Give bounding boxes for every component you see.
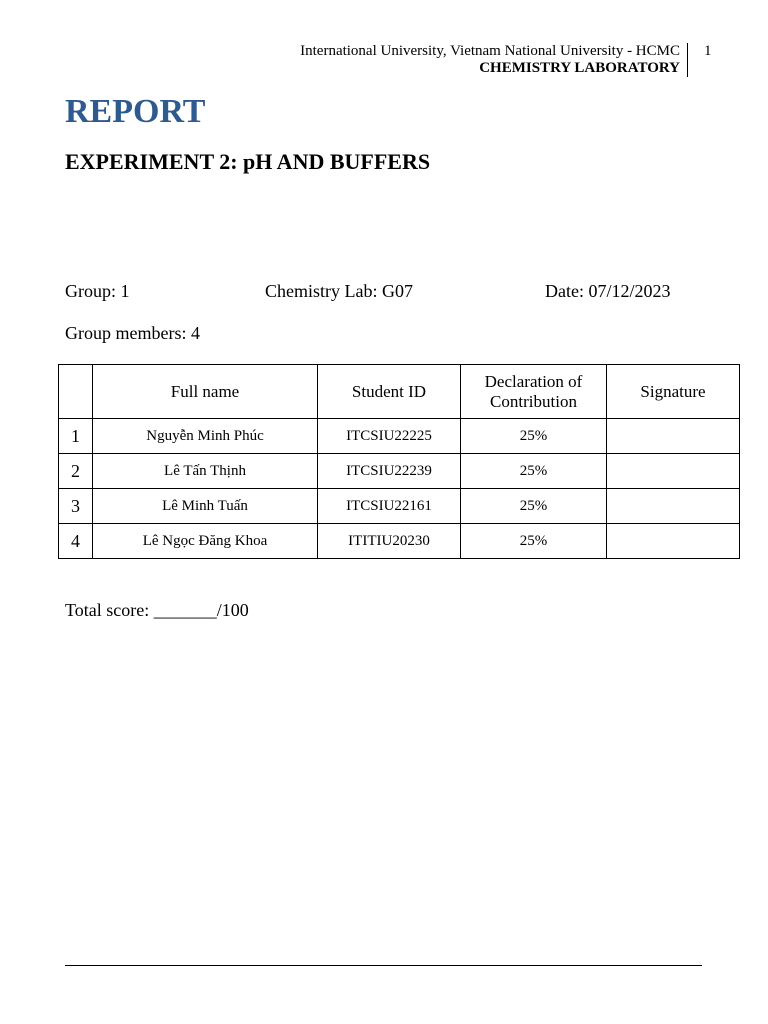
member-contribution: 25% xyxy=(461,524,607,559)
page-number: 1 xyxy=(704,43,712,59)
member-signature xyxy=(607,454,740,489)
member-signature xyxy=(607,524,740,559)
table-row xyxy=(59,419,740,454)
row-index: 3 xyxy=(59,489,93,524)
total-score: Total score: _______/100 xyxy=(65,600,249,620)
row-index: 4 xyxy=(59,524,93,559)
member-name: Lê Minh Tuấn xyxy=(93,489,318,524)
footer-divider xyxy=(65,965,702,966)
member-contribution: 25% xyxy=(461,454,607,489)
header-student-id: Student ID xyxy=(318,365,461,419)
member-student-id: ITITIU20230 xyxy=(318,524,461,559)
table-header-row xyxy=(59,365,740,419)
group-info: Group: 1 xyxy=(65,281,130,301)
header-full-name: Full name xyxy=(93,365,318,419)
experiment-title: EXPERIMENT 2: pH AND BUFFERS xyxy=(65,149,431,174)
member-signature xyxy=(607,489,740,524)
member-signature xyxy=(607,419,740,454)
header-index xyxy=(59,365,93,419)
members-table xyxy=(58,364,740,559)
row-index: 1 xyxy=(59,419,93,454)
member-name: Lê Ngọc Đăng Khoa xyxy=(93,524,318,559)
report-title: REPORT xyxy=(65,93,206,130)
header-signature: Signature xyxy=(607,365,740,419)
member-student-id: ITCSIU22239 xyxy=(318,454,461,489)
header-contribution: Declaration of Contribution xyxy=(461,365,607,419)
member-student-id: ITCSIU22225 xyxy=(318,419,461,454)
table-row xyxy=(59,489,740,524)
header-department: CHEMISTRY LABORATORY xyxy=(479,60,680,76)
member-name: Lê Tấn Thịnh xyxy=(93,454,318,489)
date-info: Date: 07/12/2023 xyxy=(545,281,671,301)
member-student-id: ITCSIU22161 xyxy=(318,489,461,524)
member-contribution: 25% xyxy=(461,489,607,524)
header-organization: International University, Vietnam National University - HCMC xyxy=(300,43,680,59)
table-row xyxy=(59,454,740,489)
member-name: Nguyễn Minh Phúc xyxy=(93,419,318,454)
page-header xyxy=(300,43,688,77)
lab-info: Chemistry Lab: G07 xyxy=(265,281,413,301)
table-row xyxy=(59,524,740,559)
member-contribution: 25% xyxy=(461,419,607,454)
row-index: 2 xyxy=(59,454,93,489)
group-members-count: Group members: 4 xyxy=(65,323,200,343)
